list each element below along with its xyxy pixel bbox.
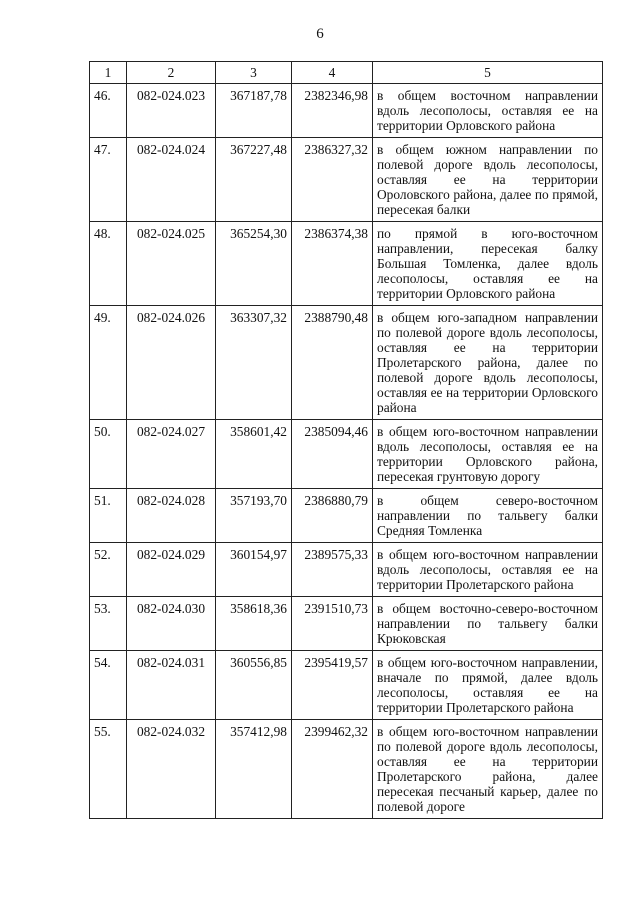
y-coordinate: 2386374,38 — [292, 222, 373, 306]
point-code: 082-024.030 — [127, 597, 216, 651]
table-row — [90, 543, 603, 597]
page-number: 6 — [316, 26, 324, 42]
y-coordinate: 2395419,57 — [292, 651, 373, 720]
table-header-row — [90, 62, 603, 84]
y-coordinate: 2391510,73 — [292, 597, 373, 651]
table-row — [90, 138, 603, 222]
x-coordinate: 357412,98 — [216, 720, 292, 819]
row-number: 54. — [90, 651, 127, 720]
row-number: 49. — [90, 306, 127, 420]
column-header-x: 3 — [216, 62, 292, 84]
row-number: 55. — [90, 720, 127, 819]
table-body — [90, 84, 603, 819]
x-coordinate: 358618,36 — [216, 597, 292, 651]
row-number: 53. — [90, 597, 127, 651]
boundary-description: в общем юго-восточном направлении по полевой дороге вдоль лесополосы, оставляя ее на территории Пролетарского района, далее пересекая песчаный карьер, далее по полевой дороге — [373, 720, 603, 819]
table-row — [90, 489, 603, 543]
boundary-description: в общем юго-восточном направлении вдоль лесополосы, оставляя ее на территории Орловского района, пересекая грунтовую дорогу — [373, 420, 603, 489]
column-header-y: 4 — [292, 62, 373, 84]
x-coordinate: 365254,30 — [216, 222, 292, 306]
point-code: 082-024.028 — [127, 489, 216, 543]
point-code: 082-024.027 — [127, 420, 216, 489]
x-coordinate: 360154,97 — [216, 543, 292, 597]
row-number: 46. — [90, 84, 127, 138]
boundary-description: в общем юго-восточном направлении вдоль лесополосы, оставляя ее на территории Пролетарского района — [373, 543, 603, 597]
x-coordinate: 360556,85 — [216, 651, 292, 720]
y-coordinate: 2388790,48 — [292, 306, 373, 420]
table-row — [90, 222, 603, 306]
point-code: 082-024.031 — [127, 651, 216, 720]
point-code: 082-024.025 — [127, 222, 216, 306]
x-coordinate: 357193,70 — [216, 489, 292, 543]
row-number: 51. — [90, 489, 127, 543]
boundary-description: по прямой в юго-восточном направлении, пересекая балку Большая Томленка, далее вдоль лесополосы, оставляя ее на территории Орловского района — [373, 222, 603, 306]
table-row — [90, 306, 603, 420]
table-row — [90, 597, 603, 651]
boundary-description: в общем северо-восточном направлении по тальвегу балки Средняя Томленка — [373, 489, 603, 543]
point-code: 082-024.029 — [127, 543, 216, 597]
column-header-code: 2 — [127, 62, 216, 84]
y-coordinate: 2385094,46 — [292, 420, 373, 489]
table-row — [90, 720, 603, 819]
boundary-description: в общем восточно-северо-восточном направлении по тальвегу балки Крюковская — [373, 597, 603, 651]
point-code: 082-024.032 — [127, 720, 216, 819]
boundary-description: в общем южном направлении по полевой дороге вдоль лесополосы, оставляя ее на территории Ороловского района, далее по прямой, пересекая балки — [373, 138, 603, 222]
table-row — [90, 84, 603, 138]
x-coordinate: 367227,48 — [216, 138, 292, 222]
x-coordinate: 367187,78 — [216, 84, 292, 138]
table-row — [90, 420, 603, 489]
y-coordinate: 2386880,79 — [292, 489, 373, 543]
y-coordinate: 2382346,98 — [292, 84, 373, 138]
boundary-points-table — [89, 61, 603, 819]
y-coordinate: 2389575,33 — [292, 543, 373, 597]
row-number: 50. — [90, 420, 127, 489]
x-coordinate: 358601,42 — [216, 420, 292, 489]
boundary-description: в общем восточном направлении вдоль лесополосы, оставляя ее на территории Орловского района — [373, 84, 603, 138]
y-coordinate: 2386327,32 — [292, 138, 373, 222]
column-header-description: 5 — [373, 62, 603, 84]
boundary-description: в общем юго-восточном направлении, вначале по прямой, далее вдоль лесополосы, оставляя ее на территории Пролетарского района — [373, 651, 603, 720]
column-header-number: 1 — [90, 62, 127, 84]
point-code: 082-024.024 — [127, 138, 216, 222]
row-number: 52. — [90, 543, 127, 597]
point-code: 082-024.023 — [127, 84, 216, 138]
row-number: 47. — [90, 138, 127, 222]
y-coordinate: 2399462,32 — [292, 720, 373, 819]
table-row — [90, 651, 603, 720]
point-code: 082-024.026 — [127, 306, 216, 420]
boundary-description: в общем юго-западном направлении по полевой дороге вдоль лесополосы, оставляя ее на территории Пролетарского района, далее по полевой дороге вдоль лесополосы, оставляя ее на территории Орловского района — [373, 306, 603, 420]
x-coordinate: 363307,32 — [216, 306, 292, 420]
row-number: 48. — [90, 222, 127, 306]
